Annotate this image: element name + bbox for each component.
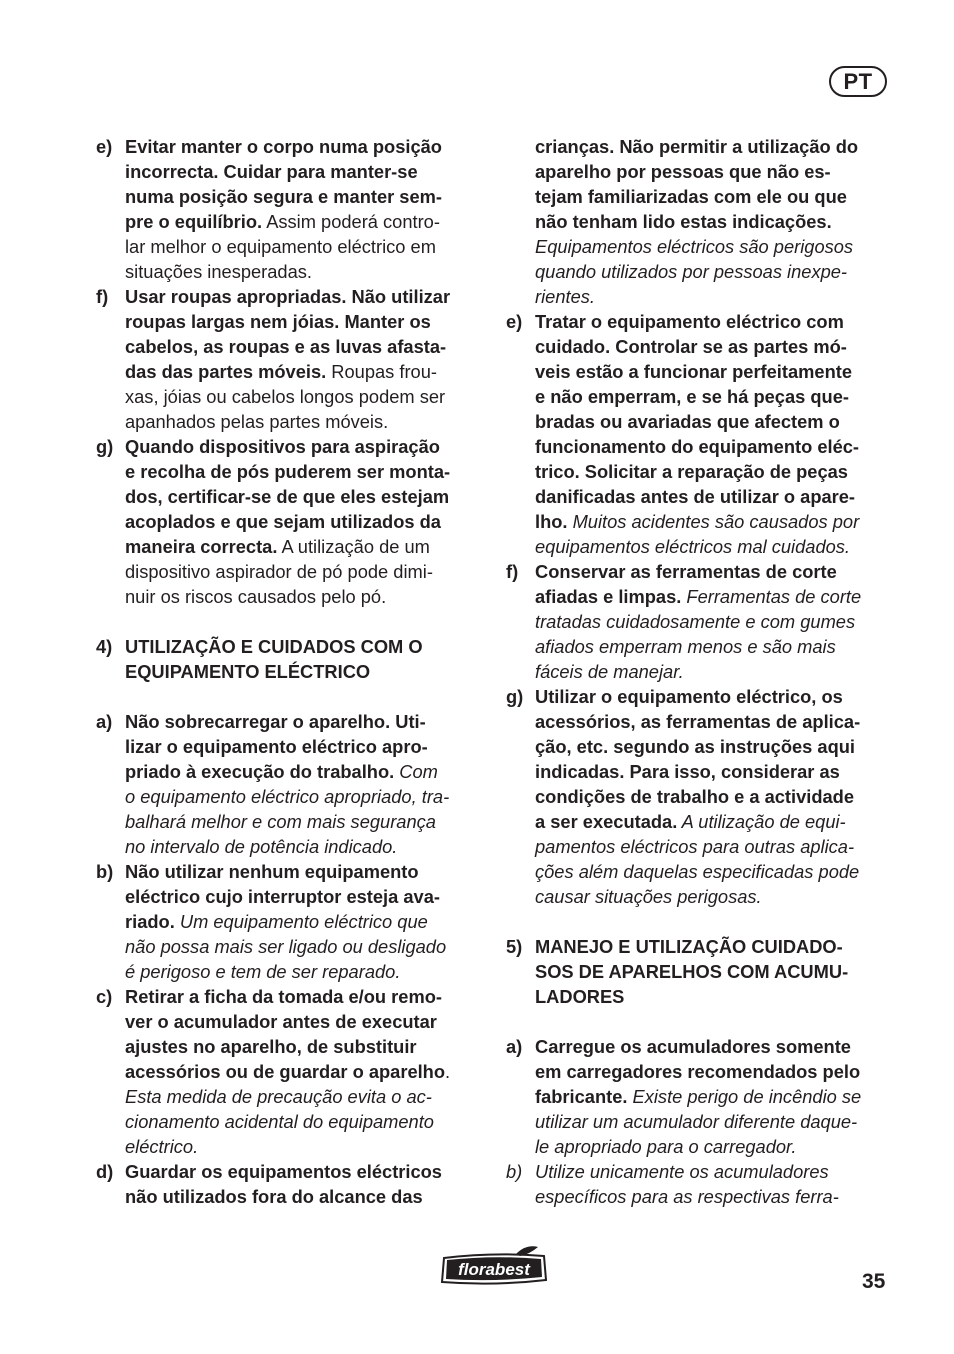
italic-run: A utilização de equi- — [677, 811, 846, 832]
text-line: SOS DE APARELHOS COM ACUMU- — [535, 961, 849, 982]
text-line: lizar o equipamento eléctrico apro- — [125, 736, 428, 757]
text-line: situações inesperadas. — [125, 261, 312, 282]
italic-run: Existe perigo de incêndio se — [627, 1086, 862, 1107]
bold-run: fabricante. — [535, 1086, 628, 1107]
list-item-d — [96, 1159, 480, 1209]
list-item-f — [96, 284, 480, 434]
italic-run: Muitos acidentes são causados por — [567, 511, 860, 532]
text-line: e recolha de pós puderem ser monta- — [125, 461, 451, 482]
text-line: dos, certificar-se de que eles estejam — [125, 486, 450, 507]
text-line: apanhados pelas partes móveis. — [125, 411, 389, 432]
item-text — [535, 559, 890, 684]
text-line: Não utilizar nenhum equipamento — [125, 861, 419, 882]
text-line: e não emperram, e se há peças que- — [535, 386, 849, 407]
text-line: o equipamento eléctrico apropriado, tra- — [125, 786, 450, 807]
right-column — [506, 134, 890, 1209]
florabest-logo — [438, 1244, 550, 1290]
item-text — [125, 984, 480, 1159]
item-text — [125, 434, 480, 609]
text-line: tratadas cuidadosamente e com gumes — [535, 611, 856, 632]
normal-run: . — [445, 1061, 451, 1082]
text-line: trico. Solicitar a reparação de peças — [535, 461, 848, 482]
text-line: acoplados e que sejam utilizados da — [125, 511, 441, 532]
text-line — [125, 1059, 480, 1084]
list-item-e — [96, 134, 480, 284]
section-number: 4) — [96, 636, 113, 657]
text-line: numa posição segura e manter sem- — [125, 186, 442, 207]
item-text — [125, 859, 480, 984]
bold-run: a ser executada. — [535, 811, 678, 832]
language-badge: PT — [829, 66, 887, 97]
text-line: não utilizados fora do alcance das — [125, 1186, 423, 1207]
item-text — [125, 284, 480, 434]
text-line: equipamentos eléctricos mal cuidados. — [535, 536, 851, 557]
text-line: causar situações perigosas. — [535, 886, 762, 907]
list-item-a — [506, 1034, 890, 1159]
text-line: aparelho por pessoas que não es- — [535, 161, 831, 182]
text-line: em carregadores recomendados pelo — [535, 1061, 861, 1082]
item-text — [535, 1159, 890, 1209]
bold-run: pre o equilíbrio. — [125, 211, 263, 232]
text-line — [535, 1084, 890, 1109]
italic-run: Com — [394, 761, 438, 782]
item-marker: e) — [506, 311, 523, 332]
text-line: indicadas. Para isso, considerar as — [535, 761, 840, 782]
item-marker: b) — [506, 1161, 523, 1182]
text-line: ções além daquelas especificadas pode — [535, 861, 860, 882]
text-line — [125, 534, 480, 559]
page-number: 35 — [862, 1270, 886, 1293]
text-line: quando utilizados por pessoas inexpe- — [535, 261, 848, 282]
item-marker: a) — [506, 1036, 523, 1057]
spacer — [506, 1009, 890, 1034]
text-line: nuir os riscos causados pelo pó. — [125, 586, 387, 607]
text-line: bradas ou avariadas que afectem o — [535, 411, 840, 432]
spacer — [96, 684, 480, 709]
text-line: acessórios, as ferramentas de aplica- — [535, 711, 861, 732]
text-line — [125, 209, 480, 234]
section-heading-4 — [96, 634, 480, 684]
item-marker: f) — [96, 286, 109, 307]
section-heading-5 — [506, 934, 890, 1009]
text-line — [125, 909, 480, 934]
text-line: Tratar o equipamento eléctrico com — [535, 311, 844, 332]
text-line — [125, 359, 480, 384]
text-line — [535, 809, 890, 834]
left-column — [96, 134, 480, 1209]
text-line: crianças. Não permitir a utilização do — [535, 136, 859, 157]
text-line: eléctrico cujo interruptor esteja ava- — [125, 886, 440, 907]
text-line: MANEJO E UTILIZAÇÃO CUIDADO- — [535, 936, 843, 957]
text-line: Quando dispositivos para aspiração — [125, 436, 440, 457]
text-line: UTILIZAÇÃO E CUIDADOS COM O — [125, 636, 423, 657]
text-line: no intervalo de potência indicado. — [125, 836, 398, 857]
text-line: fáceis de manejar. — [535, 661, 684, 682]
item-marker: g) — [96, 436, 114, 457]
item-marker-blank — [506, 134, 535, 309]
normal-run: A utilização de um — [277, 536, 430, 557]
text-line: Evitar manter o corpo numa posição — [125, 136, 442, 157]
text-line: Equipamentos eléctricos são perigosos — [535, 236, 854, 257]
text-line: condições de trabalho e a actividade — [535, 786, 855, 807]
item-marker: f) — [506, 561, 519, 582]
list-item-b — [506, 1159, 890, 1209]
text-line: utilizar um acumulador diferente daque- — [535, 1111, 858, 1132]
item-text — [535, 684, 890, 909]
list-item-c — [96, 984, 480, 1159]
text-line: cuidado. Controlar se as partes mó- — [535, 336, 847, 357]
text-line: pamentos eléctricos para outras aplica- — [535, 836, 855, 857]
item-text — [535, 134, 890, 309]
item-text — [535, 309, 890, 559]
logo-text: florabest — [458, 1260, 530, 1279]
text-line — [535, 584, 890, 609]
text-line: Guardar os equipamentos eléctricos — [125, 1161, 442, 1182]
text-line: não possa mais ser ligado ou desligado — [125, 936, 447, 957]
bold-run: priado à execução do trabalho. — [125, 761, 395, 782]
text-line: Carregue os acumuladores somente — [535, 1036, 851, 1057]
text-line: cabelos, as roupas e as luvas afasta- — [125, 336, 447, 357]
text-line: Retirar a ficha da tomada e/ou remo- — [125, 986, 442, 1007]
list-item-f — [506, 559, 890, 684]
text-line: é perigoso e tem de ser reparado. — [125, 961, 401, 982]
text-line: roupas largas nem jóias. Manter os — [125, 311, 431, 332]
item-marker: b) — [96, 861, 114, 882]
text-line — [535, 509, 890, 534]
text-line: ajustes no aparelho, de substituir — [125, 1036, 417, 1057]
text-line: ção, etc. segundo as instruções aqui — [535, 736, 856, 757]
item-marker: g) — [506, 686, 524, 707]
bold-run: maneira correcta. — [125, 536, 278, 557]
text-line: Utilize unicamente os acumuladores — [535, 1161, 829, 1182]
section-title — [125, 634, 423, 684]
text-line: le apropriado para o carregador. — [535, 1136, 797, 1157]
bold-run: das das partes móveis. — [125, 361, 327, 382]
text-line: Esta medida de precaução evita o ac- — [125, 1086, 432, 1107]
bold-run: acessórios ou de guardar o aparelho — [125, 1061, 446, 1082]
text-line: funcionamento do equipamento eléc- — [535, 436, 860, 457]
text-line: incorrecta. Cuidar para manter-se — [125, 161, 418, 182]
text-line: afiados emperram menos e são mais — [535, 636, 836, 657]
text-line: Utilizar o equipamento eléctrico, os — [535, 686, 843, 707]
bold-run: riado. — [125, 911, 175, 932]
text-line: Usar roupas apropriadas. Não utilizar — [125, 286, 451, 307]
item-text — [125, 709, 480, 859]
text-line: Não sobrecarregar o aparelho. Uti- — [125, 711, 426, 732]
section-number: 5) — [506, 936, 523, 957]
spacer — [506, 909, 890, 934]
text-line: veis estão a funcionar perfeitamente — [535, 361, 852, 382]
text-line: tejam familiarizadas com ele ou que — [535, 186, 847, 207]
normal-run: Assim poderá contro- — [262, 211, 440, 232]
text-line: Conservar as ferramentas de corte — [535, 561, 837, 582]
list-item-a — [96, 709, 480, 859]
text-line: dispositivo aspirador de pó pode dimi- — [125, 561, 433, 582]
list-item-g — [506, 684, 890, 909]
text-line: LADORES — [535, 986, 625, 1007]
item-text — [125, 1159, 480, 1209]
text-line: não tenham lido estas indicações. — [535, 211, 832, 232]
italic-run: Um equipamento eléctrico que — [174, 911, 428, 932]
spacer — [96, 609, 480, 634]
item-marker: e) — [96, 136, 113, 157]
list-item-e — [506, 309, 890, 559]
text-line: xas, jóias ou cabelos longos podem ser — [125, 386, 446, 407]
item-marker: d) — [96, 1161, 114, 1182]
section-title — [535, 934, 848, 1009]
text-line — [125, 759, 480, 784]
item-text — [535, 1034, 890, 1159]
item-text — [125, 134, 480, 284]
text-line: EQUIPAMENTO ELÉCTRICO — [125, 661, 371, 682]
text-line: eléctrico. — [125, 1136, 199, 1157]
normal-run: Roupas frou- — [326, 361, 437, 382]
text-line: ver o acumulador antes de executar — [125, 1011, 437, 1032]
text-line: cionamento acidental do equipamento — [125, 1111, 434, 1132]
bold-run: afiadas e limpas. — [535, 586, 682, 607]
text-line: lar melhor o equipamento eléctrico em — [125, 236, 436, 257]
text-line: específicos para as respectivas ferra- — [535, 1186, 839, 1207]
list-item-d-continued — [506, 134, 890, 309]
text-line: rientes. — [535, 286, 595, 307]
italic-run: Ferramentas de corte — [681, 586, 862, 607]
item-marker: a) — [96, 711, 113, 732]
text-line: danificadas antes de utilizar o apare- — [535, 486, 856, 507]
bold-run: lho. — [535, 511, 568, 532]
list-item-b — [96, 859, 480, 984]
list-item-g — [96, 434, 480, 609]
item-marker: c) — [96, 986, 113, 1007]
text-line: balhará melhor e com mais segurança — [125, 811, 436, 832]
